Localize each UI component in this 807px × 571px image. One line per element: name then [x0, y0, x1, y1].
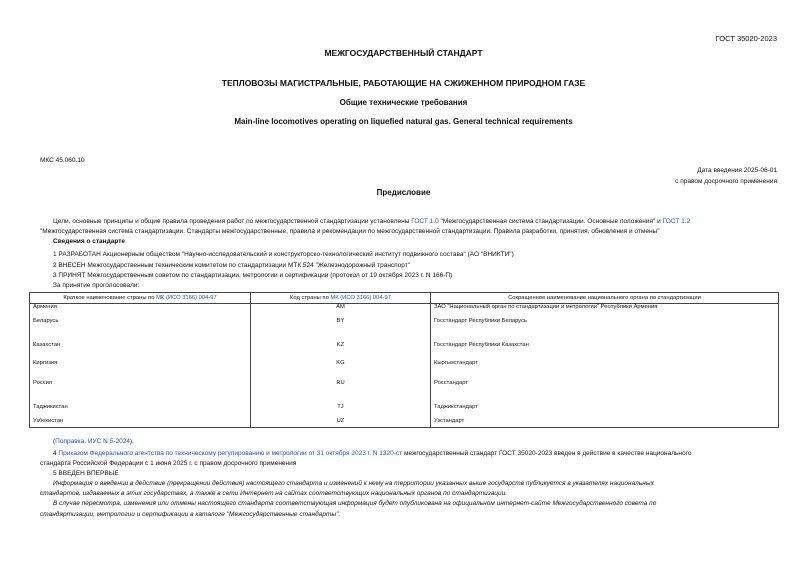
- country-code-cell: TJ: [251, 404, 431, 418]
- info-item-developed: 1 РАЗРАБОТАН Акционерным обществом "Научно-исследовательский и конструкторско-технологический институт подвижного состава" (АО "ВНИКТИ"): [53, 251, 514, 258]
- note-2-cont: стандартизации, метрологии и сертификации в каталоге "Межгосударственные стандарты".: [40, 511, 341, 518]
- country-cell: Казахстан: [30, 342, 251, 360]
- note-1: Информация о введении в действие (прекращении действия) настоящего стандарта и изменений к нему на территории указанных выше государств публикуется в указателях национальных: [53, 480, 654, 487]
- standards-body-cell: Кыргызстандарт: [431, 360, 779, 380]
- item-text: межгосударственный стандарт ГОСТ 35020-2023 введен в действие в качестве национального: [402, 450, 692, 457]
- country-code-cell: UZ: [251, 418, 431, 428]
- table-header-row: [30, 293, 779, 304]
- foreword-heading: Предисловие: [376, 188, 431, 197]
- foreword-item-5: 5 ВВЕДЕН ВПЕРВЫЕ: [53, 470, 119, 477]
- table-row: [30, 418, 779, 428]
- paragraph-text: "Межгосударственная система стандартизации. Основные положения" и: [438, 218, 663, 225]
- standards-body-cell: Госстандарт Республики Казахстан: [431, 342, 779, 360]
- document-title: ТЕПЛОВОЗЫ МАГИСТРАЛЬНЫЕ, РАБОТАЮЩИЕ НА СЖИЖЕННОМ ПРИРОДНОМ ГАЗЕ: [221, 78, 586, 88]
- paren-open: (: [53, 438, 56, 445]
- header-text: Код страны по: [289, 295, 331, 301]
- foreword-item-4-cont: стандарта Российской Федерации с 1 июня 2025 г. с правом досрочного применения: [40, 460, 297, 467]
- gost-1-2-link[interactable]: ГОСТ 1.2: [662, 218, 691, 225]
- standards-body-cell: Узстандарт: [431, 418, 779, 428]
- table-row: [30, 404, 779, 418]
- foreword-paragraph-1: [53, 217, 690, 227]
- foreword-item-4: [53, 449, 691, 459]
- table-row: [30, 380, 779, 404]
- gost-1-0-link[interactable]: ГОСТ 1.0: [411, 218, 439, 225]
- document-subtitle: Общие технические требования: [339, 98, 468, 107]
- early-application-note: с правом досрочного применения: [675, 178, 777, 185]
- table-row: [30, 360, 779, 380]
- column-header-country: [30, 293, 251, 304]
- table-row: [30, 342, 779, 360]
- country-code-cell: RU: [251, 380, 431, 404]
- standard-info-heading: Сведения о стандарте: [53, 238, 126, 245]
- country-code-cell: KZ: [251, 342, 431, 360]
- mk-iso-link[interactable]: МК (ИСО 3166) 004-97: [156, 295, 217, 301]
- order-link[interactable]: Приказом Федерального агентства по техническому регулированию и метрологии от 31 октября 2023 г. N 1320-ст: [58, 450, 403, 457]
- column-header-body: Сокращенное наименование национального органа по стандартизации: [431, 293, 779, 304]
- paren-close: ).: [129, 438, 134, 445]
- voting-countries-table: [29, 292, 779, 428]
- paragraph-text: Цели, основные принципы и общие правила проведения работ по межгосударственной стандартизации установлены: [53, 218, 412, 225]
- table-row: [30, 318, 779, 342]
- country-code-cell: KG: [251, 360, 431, 380]
- amendment-note: [53, 437, 134, 447]
- standards-body-cell: ЗАО "Национальный орган по стандартизации и метрологии" Республики Армения: [431, 304, 779, 318]
- document-code: ГОСТ 35020-2023: [715, 34, 777, 43]
- country-cell: Беларусь: [30, 318, 251, 342]
- foreword-paragraph-1-cont: "Межгосударственная система стандартизации. Стандарты межгосударственные, правила и рекомендации по межгосударственной стандартизации. Правила разработки, принятия, обновления и отмены": [40, 228, 660, 235]
- note-1-cont: стандартов, издаваемых в этих государствах, а также в сети Интернет на сайтах соответствующих национальных органов по стандартизации.: [40, 490, 508, 497]
- country-code-cell: BY: [251, 318, 431, 342]
- note-2: В случае пересмотра, изменения или отмены настоящего стандарта соответствующая информация будет опубликована на официальном интернет-сайте Межгосударственного совета по: [53, 500, 657, 507]
- country-cell: Таджикистан: [30, 404, 251, 418]
- mks-code: МКС 45.060.10: [40, 157, 85, 164]
- country-code-cell: AM: [251, 304, 431, 318]
- column-header-code: [251, 293, 431, 304]
- country-cell: Киргизия: [30, 360, 251, 380]
- table-row: [30, 304, 779, 318]
- mk-iso-link[interactable]: МК (ИСО 3166) 004-97: [330, 295, 391, 301]
- item-number: 4: [53, 450, 59, 457]
- country-cell: Узбекистан: [30, 418, 251, 428]
- voted-label: За принятие проголосовали:: [53, 282, 140, 289]
- standard-type-heading: МЕЖГОСУДАРСТВЕННЫЙ СТАНДАРТ: [324, 48, 483, 58]
- amendment-link[interactable]: Поправка. ИУС N 5-2024: [55, 438, 130, 445]
- info-item-submitted: 2 ВНЕСЕН Межгосударственным техническим комитетом по стандартизации МТК 524 "Железнодорожный транспорт": [53, 262, 411, 269]
- country-cell: Армения: [30, 304, 251, 318]
- country-cell: Россия: [30, 380, 251, 404]
- standards-body-cell: Таджикстандарт: [431, 404, 779, 418]
- introduction-date: Дата введения 2025-06-01: [697, 167, 777, 174]
- standards-body-cell: Росстандарт: [431, 380, 779, 404]
- info-item-adopted: 3 ПРИНЯТ Межгосударственным советом по стандартизации, метрологии и сертификации (протокол от 19 октября 2023 г. N 166-П): [53, 272, 453, 279]
- standards-body-cell: Госстандарт Республики Беларусь: [431, 318, 779, 342]
- header-text: Краткое наименование страны по: [63, 295, 157, 301]
- document-title-english: Main-line locomotives operating on liquefied natural gas. General technical requirements: [234, 117, 573, 126]
